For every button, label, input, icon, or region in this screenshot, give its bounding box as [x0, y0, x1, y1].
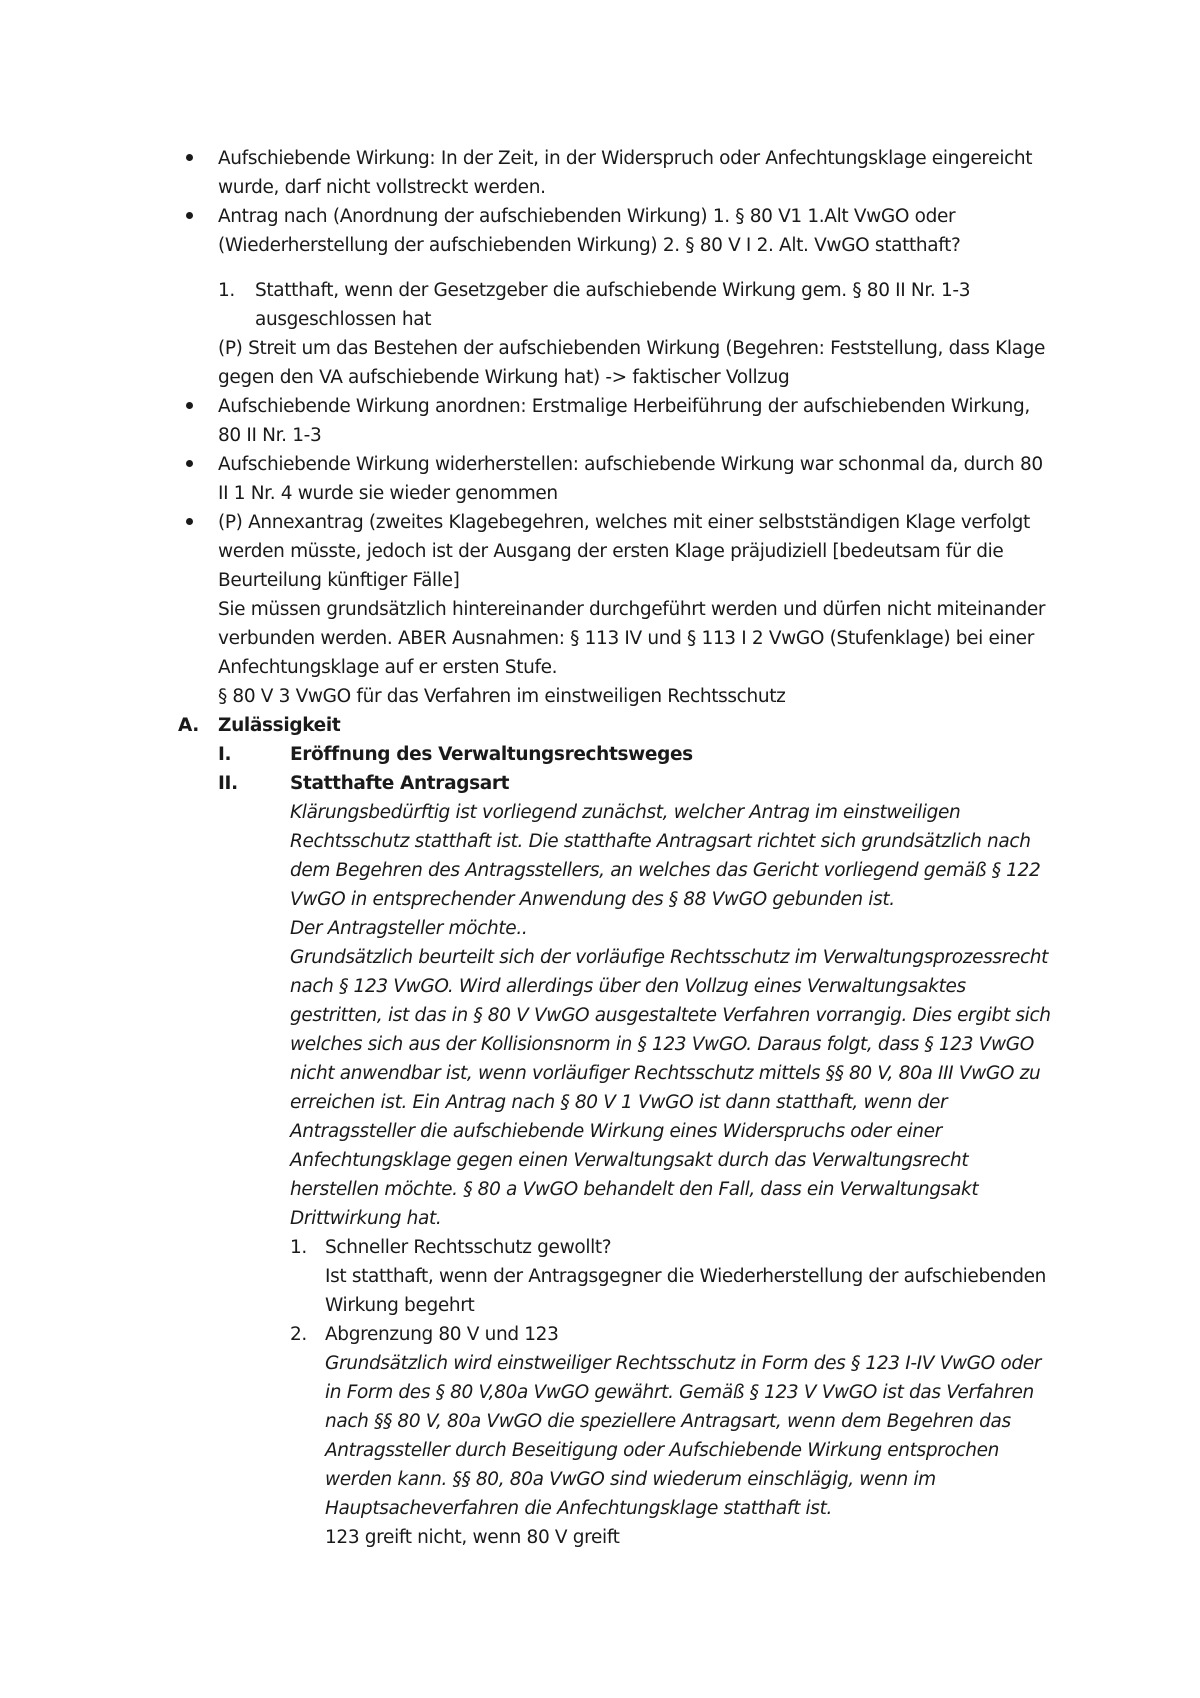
text-line: gestritten, ist das in § 80 V VwGO ausgestaltete Verfahren vorrangig. Dies ergibt sich	[290, 1005, 1051, 1026]
bullet	[186, 402, 193, 409]
section-heading: Zulässigkeit	[218, 715, 341, 736]
subsection-heading: Eröffnung des Verwaltungsrechtsweges	[290, 744, 693, 765]
subsection-number: I.	[218, 744, 232, 765]
text-line: verbunden werden. ABER Ausnahmen: § 113 IV und § 113 I 2 VwGO (Stufenklage) bei einer	[218, 628, 1034, 649]
text-line: werden kann. §§ 80, 80a VwGO sind wiederum einschlägig, wenn im	[325, 1469, 936, 1490]
bullet	[186, 460, 193, 467]
text-line: erreichen ist. Ein Antrag nach § 80 V 1 VwGO ist dann statthaft, wenn der	[290, 1092, 948, 1113]
text-line: 123 greift nicht, wenn 80 V greift	[325, 1527, 620, 1548]
text-line: Beurteilung künftiger Fälle]	[218, 570, 460, 591]
text-line: nach §§ 80 V, 80a VwGO die speziellere Antragsart, wenn dem Begehren das	[325, 1411, 1011, 1432]
text-line: Klärungsbedürftig ist vorliegend zunächst, welcher Antrag im einstweiligen	[290, 802, 961, 823]
text-line: Hauptsacheverfahren die Anfechtungsklage statthaft ist.	[325, 1498, 833, 1519]
text-line: Wirkung begehrt	[325, 1295, 475, 1316]
text-line: Ist statthaft, wenn der Antragsgegner die Wiederherstellung der aufschiebenden	[325, 1266, 1047, 1287]
text-line: wurde, darf nicht vollstreckt werden.	[218, 177, 546, 198]
text-line: Aufschiebende Wirkung widerherstellen: aufschiebende Wirkung war schonmal da, durch 80	[218, 454, 1043, 475]
text-line: ausgeschlossen hat	[255, 309, 432, 330]
text-line: Antragssteller durch Beseitigung oder Aufschiebende Wirkung entsprochen	[325, 1440, 1000, 1461]
text-line: (P) Streit um das Bestehen der aufschiebenden Wirkung (Begehren: Feststellung, dass Klage	[218, 338, 1046, 359]
text-line: Der Antragsteller möchte..	[290, 918, 528, 939]
text-line: 80 II Nr. 1-3	[218, 425, 322, 446]
text-line: Drittwirkung hat.	[290, 1208, 442, 1229]
text-line: (Wiederherstellung der aufschiebenden Wirkung) 2. § 80 V I 2. Alt. VwGO statthaft?	[218, 235, 961, 256]
list-number: 1.	[290, 1237, 307, 1258]
bullet	[186, 154, 193, 161]
bullet	[186, 518, 193, 525]
text-line: Aufschiebende Wirkung: In der Zeit, in der Widerspruch oder Anfechtungsklage eingereicht	[218, 148, 1033, 169]
list-number: 2.	[290, 1324, 307, 1345]
text-line: Rechtsschutz statthaft ist. Die statthafte Antragsart richtet sich grundsätzlich nach	[290, 831, 1031, 852]
text-line: Grundsätzlich wird einstweiliger Rechtsschutz in Form des § 123 I-IV VwGO oder	[325, 1353, 1042, 1374]
text-line: Schneller Rechtsschutz gewollt?	[325, 1237, 612, 1258]
list-number: 1.	[218, 280, 235, 301]
text-line: II 1 Nr. 4 wurde sie wieder genommen	[218, 483, 558, 504]
text-line: Abgrenzung 80 V und 123	[325, 1324, 559, 1345]
text-line: (P) Annexantrag (zweites Klagebegehren, welches mit einer selbstständigen Klage verfolgt	[218, 512, 1030, 533]
text-line: nach § 123 VwGO. Wird allerdings über den Vollzug eines Verwaltungsaktes	[290, 976, 966, 997]
subsection-number: II.	[218, 773, 238, 794]
text-line: werden müsste, jedoch ist der Ausgang der ersten Klage präjudiziell [bedeutsam für die	[218, 541, 1004, 562]
text-line: welches sich aus der Kollisionsnorm in § 123 VwGO. Daraus folgt, dass § 123 VwGO	[290, 1034, 1034, 1055]
text-line: Grundsätzlich beurteilt sich der vorläufige Rechtsschutz im Verwaltungsprozessrecht	[290, 947, 1049, 968]
text-line: in Form des § 80 V,80a VwGO gewährt. Gemäß § 123 V VwGO ist das Verfahren	[325, 1382, 1034, 1403]
text-line: Sie müssen grundsätzlich hintereinander durchgeführt werden und dürfen nicht miteinander	[218, 599, 1046, 620]
text-line: Antrag nach (Anordnung der aufschiebenden Wirkung) 1. § 80 V1 1.Alt VwGO oder	[218, 206, 956, 227]
text-line: § 80 V 3 VwGO für das Verfahren im einstweiligen Rechtsschutz	[218, 686, 786, 707]
text-line: Aufschiebende Wirkung anordnen: Erstmalige Herbeiführung der aufschiebenden Wirkung,	[218, 396, 1030, 417]
text-line: dem Begehren des Antragsstellers, an welches das Gericht vorliegend gemäß § 122	[290, 860, 1041, 881]
text-line: VwGO in entsprechender Anwendung des § 88 VwGO gebunden ist.	[290, 889, 895, 910]
text-line: nicht anwendbar ist, wenn vorläufiger Rechtsschutz mittels §§ 80 V, 80a III VwGO zu	[290, 1063, 1041, 1084]
text-line: gegen den VA aufschiebende Wirkung hat) -> faktischer Vollzug	[218, 367, 790, 388]
text-line: herstellen möchte. § 80 a VwGO behandelt den Fall, dass ein Verwaltungsakt	[290, 1179, 979, 1200]
bullet	[186, 212, 193, 219]
subsection-heading: Statthafte Antragsart	[290, 773, 510, 794]
section-letter: A.	[178, 715, 199, 736]
text-line: Antragssteller die aufschiebende Wirkung eines Widerspruchs oder einer	[290, 1121, 942, 1142]
text-line: Anfechtungsklage gegen einen Verwaltungsakt durch das Verwaltungsrecht	[290, 1150, 969, 1171]
text-line: Anfechtungsklage auf er ersten Stufe.	[218, 657, 558, 678]
text-line: Statthaft, wenn der Gesetzgeber die aufschiebende Wirkung gem. § 80 II Nr. 1-3	[255, 280, 971, 301]
